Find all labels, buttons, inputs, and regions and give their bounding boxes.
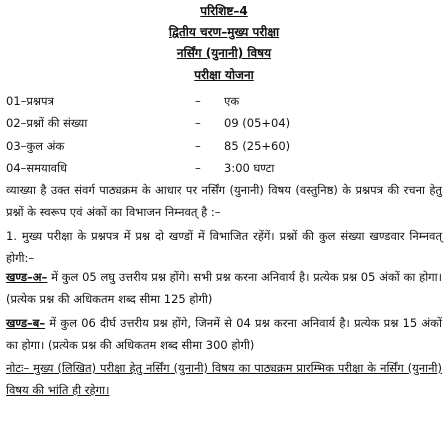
scheme-value: 85 (25+60) (224, 139, 291, 153)
section-a-paragraph (6, 267, 442, 310)
scheme-dash: – (195, 161, 201, 175)
subject-heading: नर्सिंग (युनानी) विषय (176, 46, 272, 60)
scheme-label: 04–समयावधि (6, 161, 68, 175)
intro-paragraph: व्याख्या है उक्त संवर्ग पाठ्यक्रम के आधार पर नर्सिंग (युनानी) विषय (वस्तुनिष्ठ) के प्रश्नपत्र की रचना हेतु प्रश्नों के स्वरूप एवं अंकों का विभाजन निम्नवत् है :– (6, 183, 442, 219)
section-b-text: में कुल 06 दीर्घ उत्तरीय प्रश्न होंगे, जिनमें से 04 प्रश्न करना अनिवार्य है। प्रत्येक प्रश्न 15 अंकों का होगा। (प्रत्येक प्रश्न की अधिकतम शब्द सीमा 300 होगी) (6, 316, 442, 352)
scheme-value: 3:00 घण्टा (224, 161, 275, 175)
scheme-label: 01–प्रश्नपत्र (6, 94, 54, 108)
scheme-value: एक (224, 94, 240, 108)
scheme-dash: – (195, 139, 201, 153)
section-a-text: में कुल 05 लघु उत्तरीय प्रश्न होंगे। सभी प्रश्न करना अनिवार्य है। प्रत्येक प्रश्न 05 अंकों का होगा। (प्रत्येक प्रश्न की अधिकतम शब्द सीमा 125 होगी) (6, 270, 442, 306)
section-b-label: खण्ड–ब– (6, 316, 46, 330)
appendix-heading: परिशिष्ट–4 (200, 4, 248, 18)
section-b-paragraph (6, 313, 442, 356)
scheme-dash: – (195, 94, 201, 108)
point-1-paragraph: 1. मुख्य परीक्षा के प्रश्नपत्र में प्रश्न दो खण्डों में विभाजित रहेंगें। प्रश्नों की कुल संख्या खण्डवार निम्नवत् होगी:– (6, 229, 442, 265)
stage-heading: द्वितीय चरण–मुख्य परीक्षा (168, 25, 280, 39)
scheme-dash: – (195, 116, 201, 130)
scheme-label: 02–प्रश्नों की संख्या (6, 116, 88, 130)
scheme-value: 09 (05+04) (224, 116, 291, 130)
note-paragraph: नोटः– मुख्य (लिखित) परीक्षा हेतु नर्सिंग (युनानी) विषय का पाठ्यक्रम प्रारम्भिक परीक्षा के नर्सिंग (युनानी) विषय की भांति ही रहेगा। (6, 361, 442, 397)
scheme-label: 03–कुल अंक (6, 139, 65, 153)
scheme-heading: परीक्षा योजना (194, 68, 254, 82)
section-a-label: खण्ड–अ– (6, 270, 48, 284)
